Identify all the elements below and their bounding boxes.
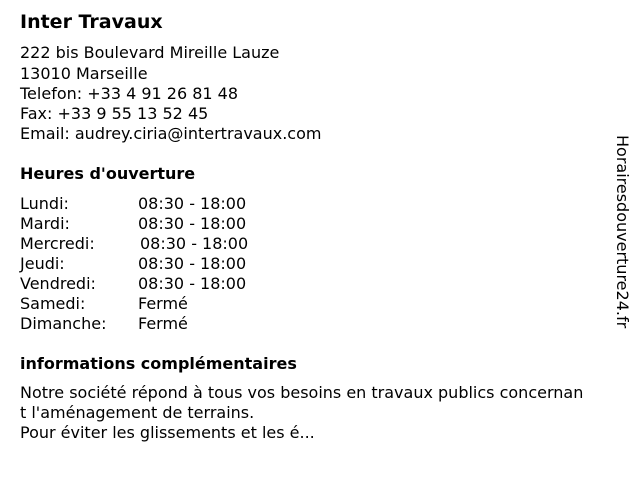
hours-time: 08:30 - 18:00	[138, 274, 247, 293]
hours-day: Lundi:	[20, 194, 69, 213]
hours-day: Jeudi:	[20, 254, 65, 273]
hours-row	[20, 254, 320, 274]
hours-time: Fermé	[138, 294, 188, 313]
address-line-street: 222 bis Boulevard Mireille Lauze	[20, 43, 280, 62]
hours-row	[20, 214, 320, 234]
hours-row	[20, 234, 320, 254]
site-watermark: Horairesdouverture24.fr	[613, 135, 632, 329]
phone-number: Telefon: +33 4 91 26 81 48	[20, 84, 239, 103]
hours-day: Vendredi:	[20, 274, 96, 293]
hours-day: Mardi:	[20, 214, 70, 233]
description-text	[20, 383, 630, 443]
description-line: t l'aménagement de terrains.	[20, 403, 255, 422]
hours-day: Dimanche:	[20, 314, 107, 333]
hours-row	[20, 194, 320, 214]
hours-row	[20, 294, 320, 314]
additional-info-heading: informations complémentaires	[20, 354, 297, 373]
hours-row	[20, 314, 320, 334]
company-name: Inter Travaux	[20, 11, 163, 33]
hours-time: Fermé	[138, 314, 188, 333]
hours-time: 08:30 - 18:00	[138, 254, 247, 273]
hours-time: 08:30 - 18:00	[140, 234, 249, 253]
description-line: Pour éviter les glissements et les é...	[20, 423, 315, 442]
address-line-city: 13010 Marseille	[20, 64, 148, 83]
hours-time: 08:30 - 18:00	[138, 214, 247, 233]
hours-time: 08:30 - 18:00	[138, 194, 247, 213]
hours-day: Mercredi:	[20, 234, 95, 253]
opening-hours-heading: Heures d'ouverture	[20, 164, 196, 183]
description-line: Notre société répond à tous vos besoins en travaux publics concernan	[20, 383, 584, 402]
hours-day: Samedi:	[20, 294, 86, 313]
hours-row	[20, 274, 320, 294]
fax-number: Fax: +33 9 55 13 52 45	[20, 104, 209, 123]
email-address: Email: audrey.ciria@intertravaux.com	[20, 124, 322, 143]
